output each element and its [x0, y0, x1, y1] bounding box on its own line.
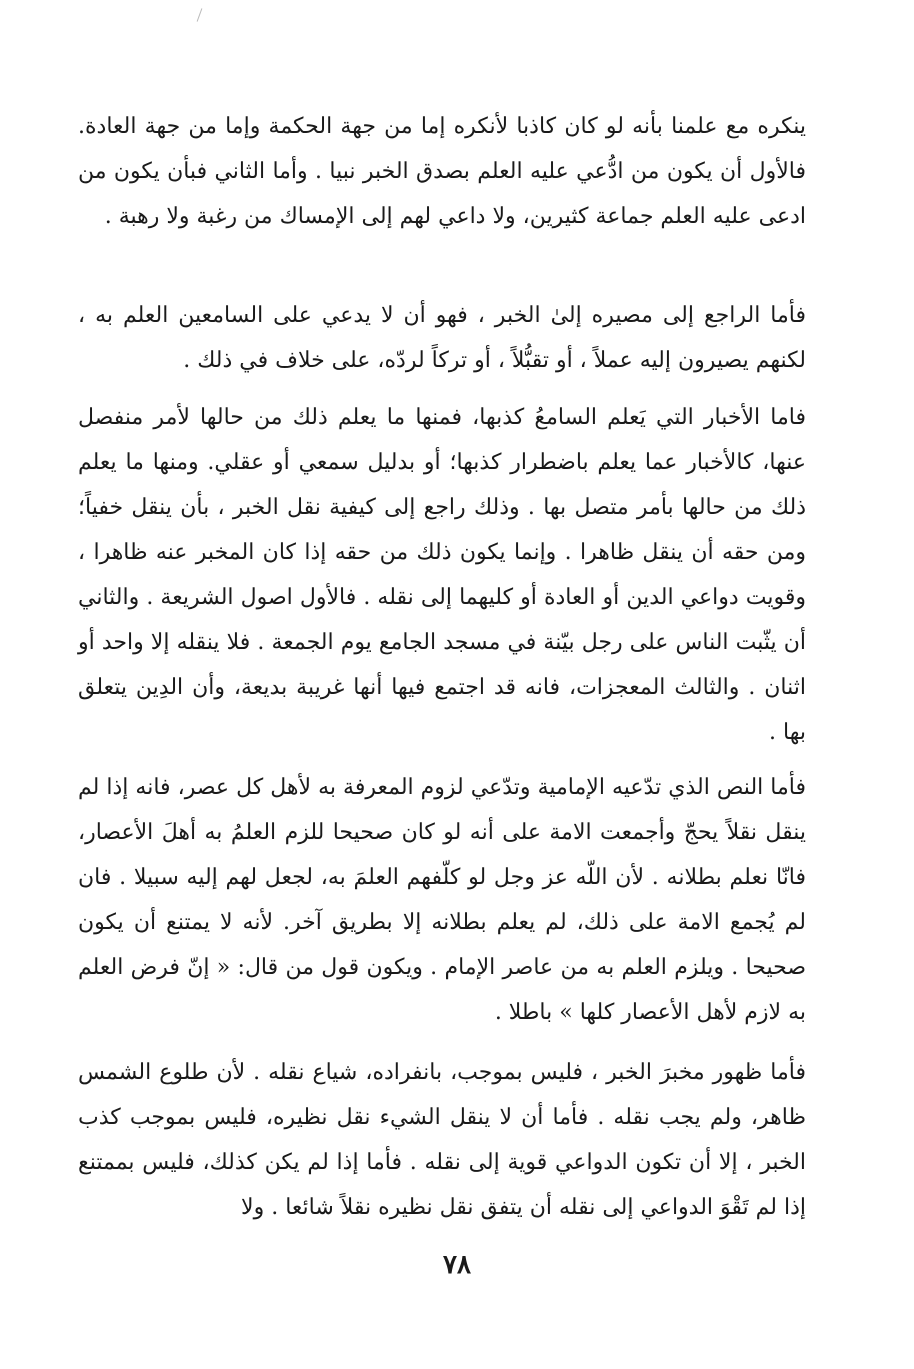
paragraph-5: فأما ظهور مخبرَ الخبر ، فليس بموجب، بانفراده، شياع نقله . لأن طلوع الشمس ظاهر، ولم يجب نقله . فأما أن لا ينقل الشيء نقل نظيره، فليس بموجب كذب الخبر ، إلا أن تكون الدواعي قوية إلى نقله . فأما إذا لم يكن كذلك، فليس بممتنع إذا لم تَقْوَ الدواعي إلى نقله أن يتفق نقل نظيره نقلاً شائعا . ولا [78, 1060, 806, 1220]
paragraph-1: ينكره مع علمنا بأنه لو كان كاذبا لأنكره إما من جهة الحكمة وإما من جهة العادة. فالأول أن يكون من ادُّعي عليه العلم بصدق الخبر نبيا . وأما الثاني فبأن يكون من ادعى عليه العلم جماعة كثيرين، ولا داعي لهم إلى الإمساك من رغبة ولا رهبة . [78, 114, 806, 229]
paragraph-2: فأما الراجع إلى مصيره إلىٰ الخبر ، فهو أن لا يدعي على السامعين العلم به ، لكنهم يصيرون إليه عملاً ، أو تقبُّلاً ، أو تركاً لردّه، على خلاف في ذلك . [78, 303, 806, 373]
page-number: ٧٨ [443, 1250, 471, 1280]
paragraph-3: فاما الأخبار التي يَعلم السامعُ كذبها، فمنها ما يعلم ذلك من حالها لأمر منفصل عنها، كالأخبار عما يعلم باضطرار كذبها؛ أو بدليل سمعي أو عقلي. ومنها ما يعلم ذلك من حالها بأمر متصل بها . وذلك راجع إلى كيفية نقل الخبر ، بأن ينقل خفياً؛ ومن حقه أن ينقل ظاهرا . وإنما يكون ذلك من حقه إذا كان المخبر عنه ظاهرا ، وقويت دواعي الدين أو العادة أو كليهما إلى نقله . فالأول اصول الشريعة . والثاني أن يثّبت الناس على رجل بيّنة في مسجد الجامع يوم الجمعة . فلا ينقله إلا واحد أو اثنان . والثالث المعجزات، فانه قد اجتمع فيها أنها غريبة بديعة، وأن الدِين يتعلق بها . [78, 405, 807, 745]
paragraph-4: فأما النص الذي تدّعيه الإمامية وتدّعي لزوم المعرفة به لأهل كل عصر، فانه إذا لم ينقل نقلاً يحجّ وأجمعت الامة على أنه لو كان صحيحا للزم العلمُ به أهلَ الأعصار، فانّا نعلم بطلانه . لأن اللّه عز وجل لو كلّفهم العلمَ به، لجعل لهم إليه سبيلا . فان لم يُجمع الامة على ذلك، لم يعلم بطلانه إلا بطريق آخر. لأنه لا يمتنع أن يكون صحيحا . ويلزم العلم به من عاصر الإمام . ويكون قول من قال: « إنّ فرض العلم به لازم لأهل الأعصار كلها » باطلا . [78, 775, 806, 1025]
scan-mark [197, 8, 203, 21]
